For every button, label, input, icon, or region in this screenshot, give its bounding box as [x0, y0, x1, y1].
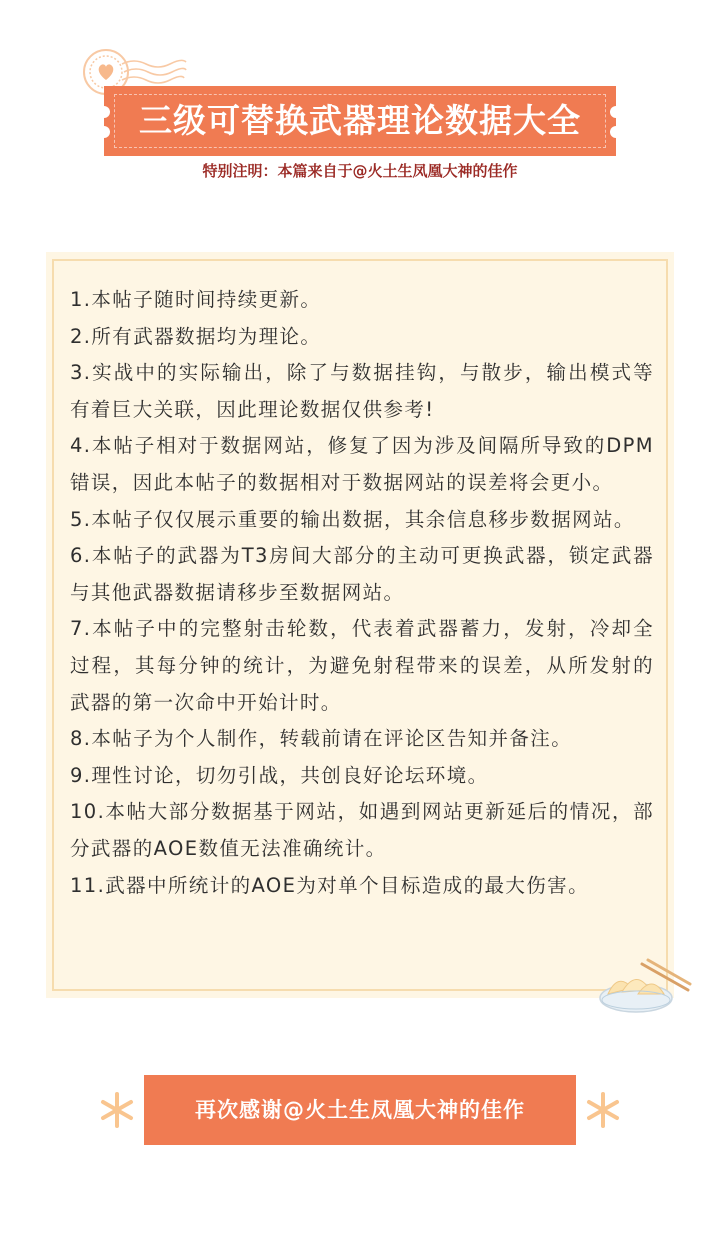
attribution-note: 特别注明：本篇来自于@火土生凤凰大神的佳作 — [202, 162, 518, 180]
asterisk-icon — [100, 1090, 134, 1130]
notice-item: 9.理性讨论，切勿引战，共创良好论坛环境。 — [70, 763, 489, 787]
notice-item: 3.实战中的实际输出，除了与数据挂钩，与散步，输出模式等有着巨大关联，因此理论数据仅供参考! — [70, 361, 654, 421]
title-banner — [104, 86, 616, 156]
page-title: 三级可替换武器理论数据大全 — [139, 101, 581, 140]
notice-item: 11.武器中所统计的AOE为对单个目标造成的最大伤害。 — [70, 873, 589, 897]
thanks-button: 再次感谢@火土生凤凰大神的佳作 — [144, 1075, 576, 1145]
asterisk-icon — [586, 1090, 620, 1130]
notice-item: 6.本帖子的武器为T3房间大部分的主动可更换武器，锁定武器与其他武器数据请移步至数据网站。 — [70, 544, 654, 604]
notice-item: 8.本帖子为个人制作，转载前请在评论区告知并备注。 — [70, 727, 573, 751]
notice-item: 2.所有武器数据均为理论。 — [70, 324, 322, 348]
notice-item: 4.本帖子相对于数据网站，修复了因为涉及间隔所导致的DPM错误，因此本帖子的数据相对于数据网站的误差将会更小。 — [70, 434, 654, 494]
dumpling-bowl-icon — [598, 958, 694, 1016]
notice-item: 7.本帖子中的完整射击轮数，代表着武器蓄力，发射，冷却全过程，其每分钟的统计，为避免射程带来的误差，从所发射的武器的第一次命中开始计时。 — [70, 617, 654, 714]
notice-list — [70, 282, 654, 904]
notice-item: 5.本帖子仅仅展示重要的输出数据，其余信息移步数据网站。 — [70, 507, 635, 531]
notice-item: 1.本帖子随时间持续更新。 — [70, 288, 322, 311]
notice-item: 10.本帖大部分数据基于网站，如遇到网站更新延后的情况，部分武器的AOE数值无法准确统计。 — [70, 800, 654, 860]
